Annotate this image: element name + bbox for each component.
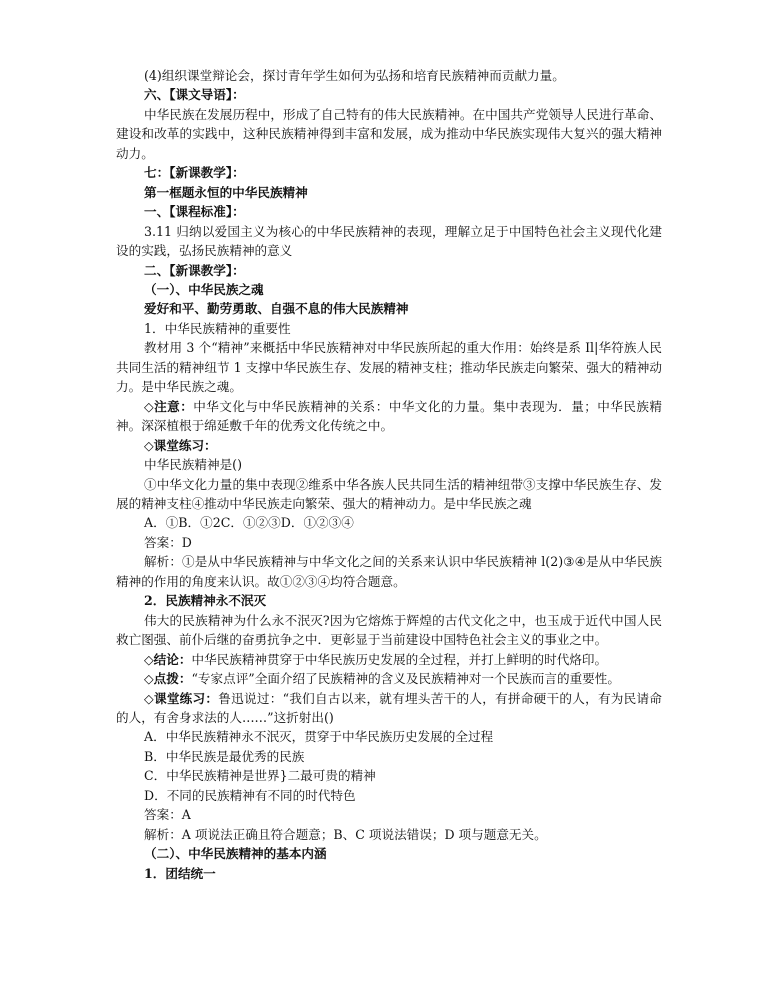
body-paragraph: (4)组织课堂辩论会，探讨青年学生如何为弘扬和培育民族精神而贡献力量。 xyxy=(144,68,565,83)
section-heading: ◇课堂练习： xyxy=(144,437,217,453)
section-heading: 六、【课文导语】： xyxy=(144,87,245,103)
body-paragraph: D．不同的民族精神有不同的时代特色 xyxy=(144,787,356,803)
body-paragraph: A．中华民族精神永不泯灭，贯穿于中华民族历史发展的全过程 xyxy=(144,729,494,745)
note-paragraph xyxy=(116,650,662,669)
body-paragraph: 1．中华民族精神的重要性 xyxy=(144,320,291,336)
body-paragraph: 伟大的民族精神为什么永不泯灭?因为它熔炼于辉煌的古代文化之中，也玉成于近代中国人民救亡图强、前仆后继的奋勇抗争之中．更彰显于当前建设中国特色社会主义的事业之中。 xyxy=(116,612,662,648)
body-paragraph: ①中华文化力量的集中表现②维系中华各族人民共同生活的精神纽带③支撑中华民族生存、发展的精神支柱④推动中华民族走向繁荣、强大的精神动力。是中华民族之魂 xyxy=(116,476,662,511)
section-heading: （二）、中华民族精神的基本内涵 xyxy=(144,846,327,862)
body-paragraph: 教材用 3 个“精神”来概括中华民族精神对中华民族所起的重大作用：始终是系 Il|华符族人民共同生活的精神纽节 1 支撑中华民族生存、发展的精神支柱；推动华民族走向繁荣、强大的精神动力。是中华民族之魂。 xyxy=(116,340,662,395)
body-paragraph: 中华民族在发展历程中，形成了自己特有的伟大民族精神。在中国共产党领导人民进行革命、建设和改革的实践中，这种民族精神得到丰富和发展，成为推动中华民族实现伟大复兴的强大精神动力。 xyxy=(116,106,662,161)
note-text: “专家点评”全面介绍了民族精神的含义及民族精神对一个民族而言的重要性。 xyxy=(191,671,620,687)
body-paragraph: 答案：D xyxy=(144,534,192,550)
note-text: 中华民族精神贯穿于中华民族历史发展的全过程，并打上鲜明的时代烙印。 xyxy=(191,651,608,667)
note-label: ◇点拨： xyxy=(144,671,192,687)
section-heading: 七：【新课教学】： xyxy=(144,165,245,181)
section-heading: 2．民族精神永不泯灭 xyxy=(144,593,267,609)
body-paragraph: B．中华民族是最优秀的民族 xyxy=(144,748,305,764)
body-paragraph: 中华民族精神是() xyxy=(144,457,242,473)
body-paragraph: 答案：A xyxy=(144,807,191,823)
note-label: ◇结论： xyxy=(144,651,192,667)
section-heading: 1．团结统一 xyxy=(144,865,216,881)
section-heading: 一、【课程标准】： xyxy=(144,204,245,220)
note-label: ◇课堂练习： xyxy=(144,690,219,706)
note-text: 中华文化与中华民族精神的关系：中华文化的力量。集中表现为．量；中华民族精神。深深植根于绵延敷千年的优秀文化传统之中。 xyxy=(116,398,663,434)
section-heading: （一）、中华民族之魂 xyxy=(144,281,264,297)
document-page xyxy=(116,66,662,883)
note-label: ◇注意： xyxy=(144,398,194,414)
body-paragraph: C．中华民族精神是世界}二最可贵的精神 xyxy=(144,768,376,784)
section-heading: 爱好和平、勤劳勇敢、自强不息的伟大民族精神 xyxy=(144,301,409,317)
body-paragraph: 3.11 归纳以爱国主义为核心的中华民族精神的表现，理解立足于中国特色社会主义现代化建设的实践，弘扬民族精神的意义 xyxy=(116,223,662,259)
note-paragraph xyxy=(116,397,662,436)
body-paragraph: 解析：A 项说法正确且符合题意；B、C 项说法错误；D 项与题意无关。 xyxy=(144,826,547,842)
section-heading: 第一框题永恒的中华民族精神 xyxy=(144,184,308,200)
note-paragraph xyxy=(116,669,662,688)
note-paragraph xyxy=(116,689,662,728)
note-text: 鲁迅说过：“我们自古以来，就有埋头苦干的人，有拼命硬干的人，有为民请命的人，有舍身求法的人……”这折射出() xyxy=(116,690,662,725)
section-heading: 二、【新课教学】： xyxy=(144,262,245,278)
body-paragraph: A．①B．①2C．①②③D．①②③④ xyxy=(144,515,354,531)
body-paragraph: 解析：①是从中华民族精神与中华文化之间的关系来认识中华民族精神 l(2)③④是从中华民族精神的作用的角度来认识。故①②③④均符合题意。 xyxy=(116,554,662,589)
